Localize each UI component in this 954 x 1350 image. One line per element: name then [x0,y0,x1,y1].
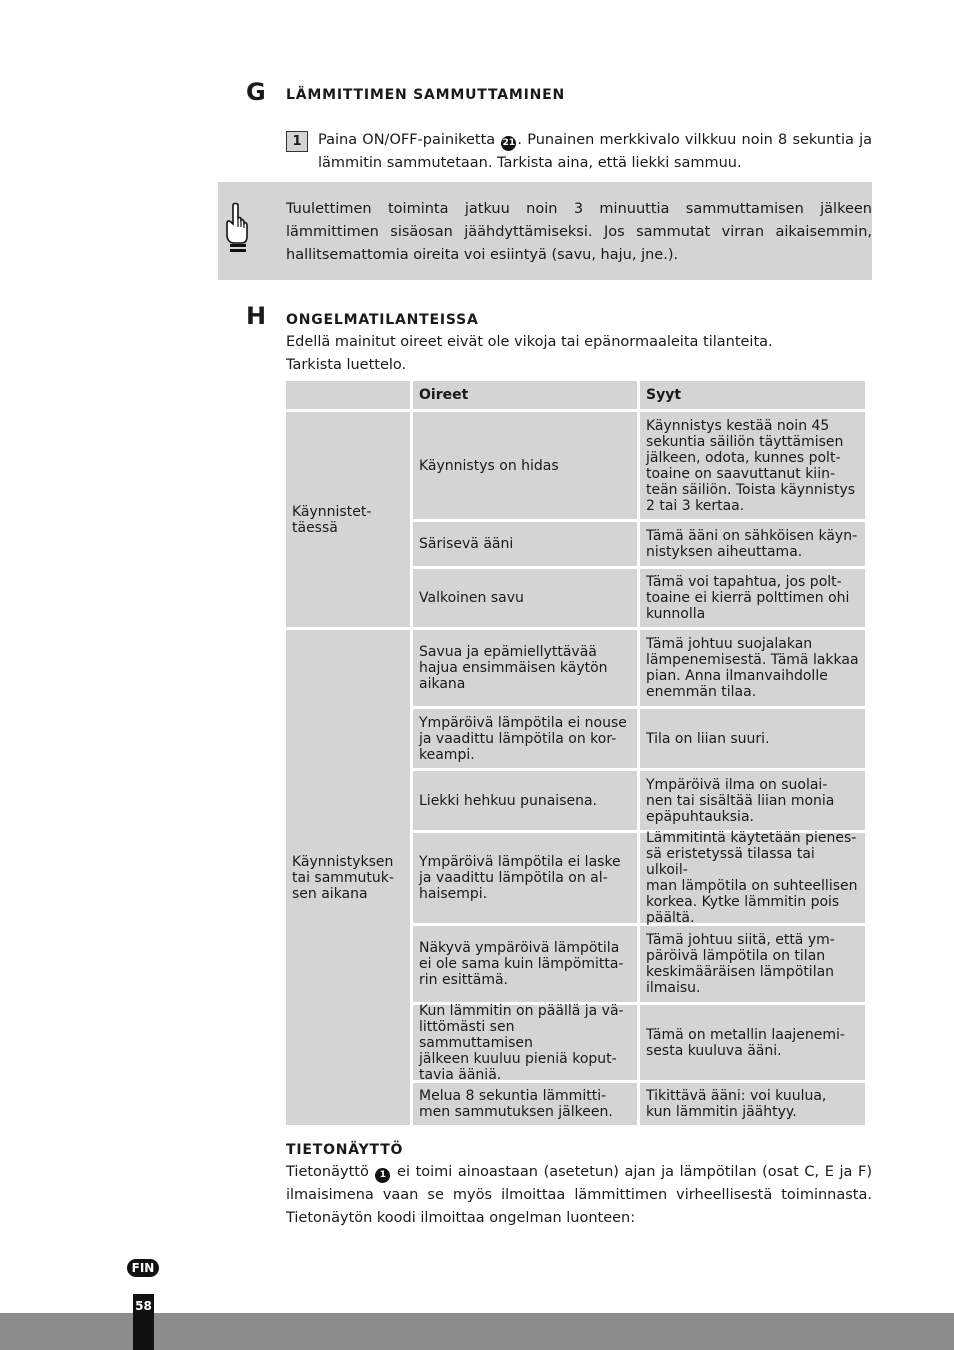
table-cause-cell-text: Tila on liian suuri. [646,730,770,747]
table-cause-cell-text: Tämä voi tapahtua, jos polt- toaine ei kierrä polttimen ohi kunnolla [646,574,850,622]
table-symptom-cell-text: Ympäröivä lämpötila ei laske ja vaadittu lämpötila on al- haisempi. [419,854,621,902]
table-cause-cell [640,569,865,627]
step-1-text [318,129,872,175]
table-symptom-cell-text: Särisevä ääni [419,536,514,552]
table-cause-cell-text: Lämmitintä käytetään pienes- sä eristetyssä tilassa tai ulkoil- man lämpötila on suhteellisen korkea. Kytke lämmitin pois päältä. [646,830,858,926]
table-cause-cell-text: Ympäröivä ilma on suolai- nen tai sisältää liian monia epäpuhtauksia. [646,776,835,825]
table-symptom-cell-text: Liekki hehkuu punaisena. [419,792,598,809]
section-h-intro-1: Edellä mainitut oireet eivät ole vikoja tai epänormaaleita tilanteita. [286,334,773,350]
table-cause-cell-text: Tämä ääni on sähköisen käyn- nistyksen aiheuttama. [646,528,858,560]
info-text-before: Tietonäyttö [286,1164,375,1180]
table-cause-cell [640,830,865,926]
language-badge: FIN [127,1259,159,1277]
table-group-label [286,412,410,627]
table-cause-cell [640,630,865,706]
info-display-text [286,1161,872,1230]
note-text: Tuulettimen toiminta jatkuu noin 3 minuuttia sammuttamisen jälkeen lämmittimen sisäosan jäähdyttämiseksi. Jos sammutat virran aikaisemmin, hallitsemattomia oireita voi esiintyä (savu, haju, jne.). [286,201,872,263]
table-group-label-text: Käynnistyksen tai sammutuk- sen aikana [292,853,394,902]
table-symptom-cell-text: Melua 8 sekuntia lämmitti- men sammutuksen jälkeen. [419,1088,613,1120]
table-cause-cell [640,771,865,830]
table-symptom-cell-text: Näkyvä ympäröivä lämpötila ei ole sama kuin lämpömitta- rin esittämä. [419,940,624,988]
section-g-title: LÄMMITTIMEN SAMMUTTAMINEN [286,87,565,103]
step-number-box: 1 [286,131,308,152]
table-symptom-cell [413,709,637,768]
table-symptom-cell [413,926,637,1002]
table-cause-cell [640,412,865,519]
table-header-empty [286,381,410,409]
table-cause-cell [640,1005,865,1080]
display-1-icon: 1 [375,1168,390,1183]
table-symptom-cell [413,569,637,627]
button-21-icon: 21 [501,136,516,151]
table-header-symptoms [413,381,637,409]
page-number: 58 [135,1299,152,1313]
table-symptom-cell [413,412,637,519]
info-display-title: TIETONÄYTTÖ [286,1142,404,1158]
step-text-before: Paina ON/OFF-painiketta [318,132,501,148]
note-box [218,182,872,280]
table-cause-cell-text: Tikittävä ääni: voi kuulua, kun lämmitin jäähtyy. [646,1088,827,1120]
table-cause-cell [640,709,865,768]
table-header-causes-text: Syyt [646,387,682,403]
table-symptom-cell-text: Ympäröivä lämpötila ei nouse ja vaadittu lämpötila on kor- keampi. [419,714,627,763]
section-letter-h: H [246,302,267,330]
pointing-hand-icon [224,202,250,258]
table-cause-cell-text: Tämä johtuu suojalakan lämpenemisestä. Tämä lakkaa pian. Anna ilmanvaihdolle enemmän tilaa. [646,636,859,700]
table-cause-cell-text: Käynnistys kestää noin 45 sekuntia säiliön täyttämisen jälkeen, odota, kunnes polt- toaine on saavuttanut kiin- teän säiliön. Toista käynnistys 2 tai 3 kertaa. [646,417,856,514]
table-symptom-cell [413,1083,637,1125]
table-symptom-cell-text: Savua ja epämiellyttävää hajua ensimmäisen käytön aikana [419,644,608,692]
section-h-intro-2: Tarkista luettelo. [286,357,407,373]
table-symptom-cell-text: Valkoinen savu [419,590,524,606]
table-symptom-cell [413,833,637,923]
table-group-label [286,630,410,1125]
step-text-after: . Punainen merkkivalo vilkkuu noin 8 sekuntia ja lämmitin sammutetaan. Tarkista aina, että liekki sammuu. [318,132,872,171]
table-symptom-cell [413,522,637,566]
table-cause-cell-text: Tämä johtuu siitä, että ym- päröivä lämpötila on tilan keskimääräisen lämpötilan ilmaisu. [646,932,835,996]
section-h-title: ONGELMATILANTEISSA [286,312,479,328]
table-group-label-text: Käynnistet- täessä [292,503,372,536]
table-cause-cell-text: Tämä on metallin laajenemi- sesta kuuluva ääni. [646,1026,845,1059]
table-symptom-cell [413,771,637,830]
table-symptom-cell-text: Kun lämmitin on päällä ja vä- littömästi sen sammuttamisen jälkeen kuuluu pieniä koput- tavia ääniä. [419,1002,624,1083]
table-symptom-cell-text: Käynnistys on hidas [419,457,559,474]
table-symptom-cell [413,1002,637,1083]
table-header-causes [640,381,865,409]
table-symptom-cell [413,630,637,706]
table-cause-cell [640,522,865,566]
table-cause-cell [640,1083,865,1125]
section-letter-g: G [246,78,266,106]
table-header-symptoms-text: Oireet [419,387,469,403]
table-cause-cell [640,926,865,1002]
info-text-after: ei toimi ainoastaan (asetetun) ajan ja lämpötilan (osat C, E ja F) ilmaisimena vaan se myös ilmoittaa lämmittimen virheellisestä toiminnasta. Tietonäytön koodi ilmoittaa ongelman luonteen: [286,1164,872,1226]
